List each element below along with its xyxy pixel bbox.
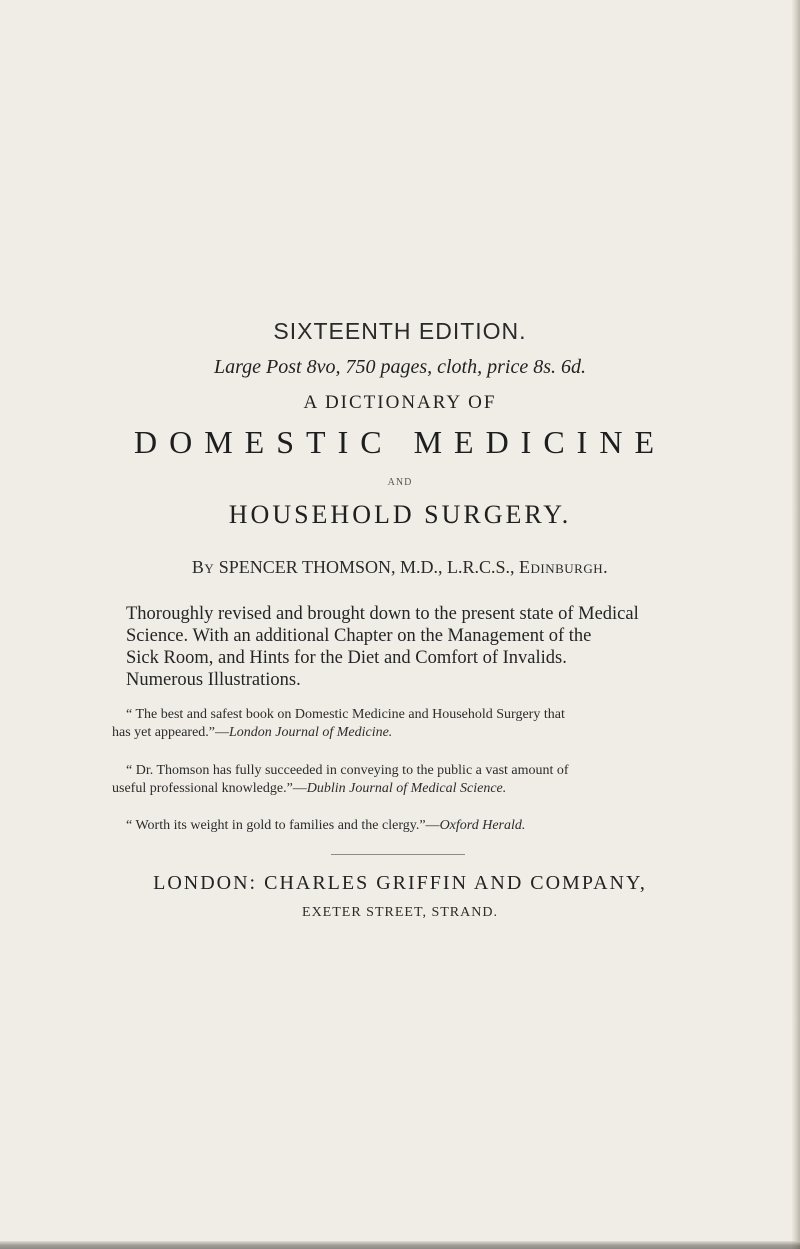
publisher-line: LONDON: CHARLES GRIFFIN AND COMPANY, xyxy=(153,872,647,894)
quote-source: Dublin Journal of Medical Science. xyxy=(306,781,507,796)
edition-heading: SIXTEENTH EDITION. xyxy=(273,318,527,344)
quote-text: useful professional knowledge.”— xyxy=(112,781,307,796)
author-city: Edinburgh. xyxy=(519,557,609,577)
quote-source: Oxford Herald. xyxy=(439,818,526,833)
review-quote xyxy=(112,706,722,742)
quote-source: London Journal of Medicine. xyxy=(229,725,393,740)
description-line: Science. With an additional Chapter on the Management of the xyxy=(126,626,592,646)
description-line: Numerous Illustrations. xyxy=(126,670,301,690)
book-description xyxy=(126,603,716,691)
review-quote xyxy=(112,817,722,835)
review-quote xyxy=(112,762,722,798)
book-title-secondary: HOUSEHOLD SURGERY. xyxy=(228,500,572,529)
edition-details: Large Post 8vo, 750 pages, cloth, price 8s. 6d. xyxy=(213,356,586,378)
author-line xyxy=(0,557,800,578)
author-by: By xyxy=(191,557,215,577)
quote-text: “ Worth its weight in gold to families and the clergy.”— xyxy=(126,818,440,833)
description-line: Thoroughly revised and brought down to the present state of Medical xyxy=(126,604,639,624)
quote-text: “ Dr. Thomson has fully succeeded in conveying to the public a vast amount of xyxy=(126,763,569,778)
title-conjunction: AND xyxy=(387,477,413,488)
divider-rule xyxy=(331,854,465,855)
author-name: SPENCER THOMSON, M.D., L.R.C.S., xyxy=(218,557,515,577)
quote-continuation xyxy=(112,780,722,798)
quote-text: “ The best and safest book on Domestic Medicine and Household Surgery that xyxy=(126,707,565,722)
publisher-address: EXETER STREET, STRAND. xyxy=(302,905,498,920)
quote-continuation xyxy=(112,724,722,742)
description-line: Sick Room, and Hints for the Diet and Comfort of Invalids. xyxy=(126,648,567,668)
quote-text: has yet appeared.”— xyxy=(112,725,229,740)
quote-line xyxy=(112,817,722,835)
book-title-main: DOMESTIC MEDICINE xyxy=(134,424,666,460)
book-title-prefix: A DICTIONARY OF xyxy=(303,392,497,413)
